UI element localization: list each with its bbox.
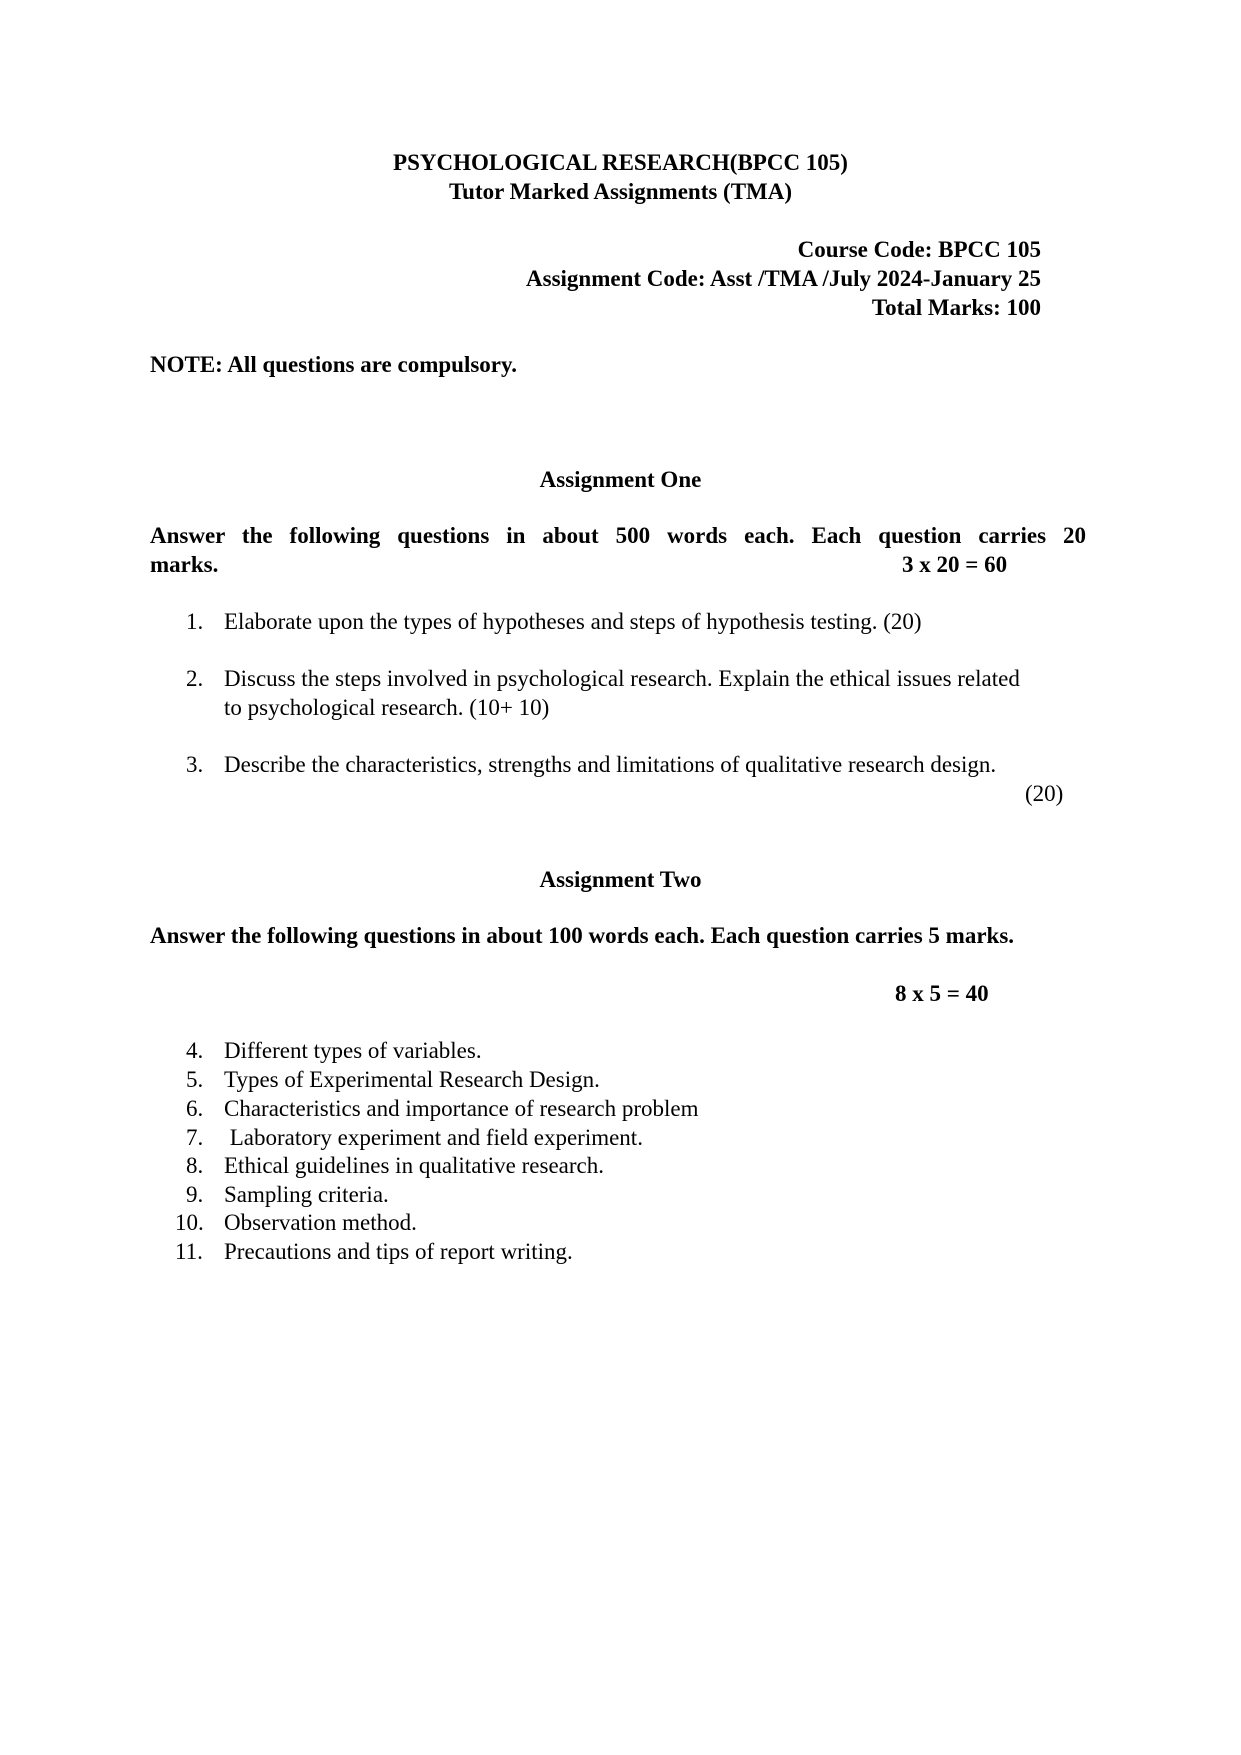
assignment-two-heading: Assignment Two: [539, 867, 702, 892]
document-subtitle: Tutor Marked Assignments (TMA): [448, 179, 793, 204]
document-title: PSYCHOLOGICAL RESEARCH(BPCC 105): [393, 150, 848, 175]
question-number: 11.: [175, 1239, 203, 1264]
assignment-one-heading: Assignment One: [539, 467, 702, 492]
question-marks: (20): [1025, 781, 1064, 806]
question-text: Ethical guidelines in qualitative research.: [224, 1153, 604, 1178]
question-number: 5.: [186, 1067, 204, 1092]
course-code: Course Code: BPCC 105: [797, 237, 1041, 262]
assignment-one-instruction-cont: marks.: [150, 552, 219, 577]
assignment-one-instruction: Answer the following questions in about 500 words each. Each question carries 20: [150, 523, 1086, 548]
note: NOTE: All questions are compulsory.: [150, 352, 517, 377]
assignment-code: Assignment Code: Asst /TMA /July 2024-January 25: [526, 266, 1041, 291]
question-text: Elaborate upon the types of hypotheses and steps of hypothesis testing. (20): [224, 609, 922, 634]
question-number: 4.: [186, 1038, 204, 1063]
question-text: Precautions and tips of report writing.: [224, 1239, 573, 1264]
question-number: 6.: [186, 1096, 204, 1121]
question-text: Describe the characteristics, strengths and limitations of qualitative research design.: [224, 752, 997, 777]
question-text: Characteristics and importance of research problem: [224, 1096, 699, 1121]
question-text: Laboratory experiment and field experiment.: [224, 1125, 643, 1150]
question-number: 9.: [186, 1182, 204, 1207]
assignment-two-marks: 8 x 5 = 40: [895, 981, 989, 1006]
question-text: Discuss the steps involved in psychological research. Explain the ethical issues related: [224, 666, 1020, 691]
assignment-one-marks: 3 x 20 = 60: [902, 552, 1008, 577]
question-text: to psychological research. (10+ 10): [224, 695, 550, 720]
question-text: Different types of variables.: [224, 1038, 482, 1063]
question-number: 3.: [186, 752, 204, 777]
total-marks: Total Marks: 100: [871, 295, 1041, 320]
question-number: 8.: [186, 1153, 204, 1178]
question-text: Sampling criteria.: [224, 1182, 389, 1207]
question-text: Types of Experimental Research Design.: [224, 1067, 600, 1092]
question-number: 7.: [186, 1125, 204, 1150]
question-number: 1.: [186, 609, 204, 634]
question-number: 2.: [186, 666, 204, 691]
question-number: 10.: [175, 1210, 204, 1235]
question-text: Observation method.: [224, 1210, 417, 1235]
assignment-two-instruction: Answer the following questions in about 100 words each. Each question carries 5 marks.: [150, 923, 1015, 948]
